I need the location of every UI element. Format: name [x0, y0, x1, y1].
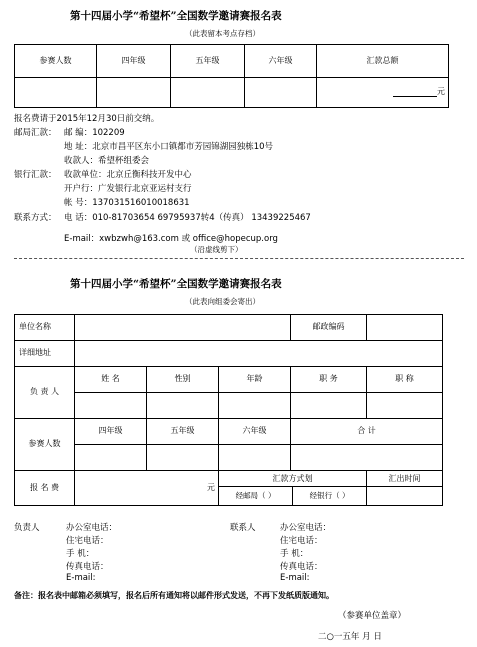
contact-email: E-mail：xwbzwh@163.com 或 office@hopecup.org — [64, 234, 278, 244]
form2-table — [14, 314, 443, 506]
form1-title: 第十四届小学“希望杯”全国数学邀请赛报名表 — [70, 10, 282, 22]
remit-method-label: 汇款方式划 — [219, 471, 366, 487]
unit-name-field[interactable] — [75, 315, 291, 341]
address-field[interactable] — [75, 341, 443, 367]
header-grade4: 四年级 — [97, 45, 171, 78]
leader-email: E-mail: — [66, 573, 96, 583]
postcode-field[interactable] — [367, 315, 443, 341]
leader-name-field[interactable] — [75, 393, 147, 419]
header-total: 合 计 — [291, 419, 443, 445]
contact-office-phone: 办公室电话： — [280, 523, 332, 533]
header-grade5: 五年级 — [171, 45, 245, 78]
unit-name-label: 单位名称 — [15, 315, 75, 341]
leader-position-field[interactable] — [291, 393, 367, 419]
cut-line-label: （沿虚线剪下） — [190, 245, 243, 254]
remit-time-cell — [367, 471, 443, 506]
participants-cell[interactable] — [15, 78, 97, 108]
leader-mobile: 手 机： — [66, 549, 95, 559]
remit-time-field[interactable] — [367, 487, 442, 505]
header-position: 职 务 — [291, 367, 367, 393]
header-name: 姓 名 — [75, 367, 147, 393]
contact-label: 联系方式： — [14, 213, 57, 223]
amount-unit: 元 — [437, 87, 445, 97]
bank-payee: 收款单位：北京丘衡科技开发中心 — [64, 170, 192, 180]
post-remit-prefix: 经 — [235, 491, 244, 500]
bank-branch: 开户行：广发银行北京亚运村支行 — [64, 184, 192, 194]
leader-office-phone: 办公室电话： — [66, 523, 118, 533]
postal-address: 地 址：北京市昌平区东小口镇都市芳园锦湖园独栋10号 — [64, 142, 274, 152]
total-amount-cell[interactable] — [317, 78, 449, 108]
postal-postcode: 邮 编：102209 — [64, 128, 125, 138]
contact-home-phone: 住宅电话： — [280, 536, 323, 546]
participants-label: 参赛人数 — [15, 419, 75, 471]
leader-age-field[interactable] — [219, 393, 291, 419]
post-remit-label: 邮局（ ） — [243, 491, 276, 500]
grade6-count-field[interactable] — [219, 445, 291, 471]
grade4-cell[interactable] — [97, 78, 171, 108]
contact-phone: 电 话：010-81703654 69795937转4（传真） 13439225467 — [64, 213, 311, 223]
remit-time-label: 汇出时间 — [367, 471, 442, 487]
contact-fax: 传真电话： — [280, 562, 323, 572]
bank-account: 帐 号：137031516010018631 — [64, 198, 190, 208]
form1-subtitle: （此表留本考点存档） — [185, 29, 260, 38]
contact-email: E-mail: — [280, 573, 310, 583]
header-gender: 性别 — [147, 367, 219, 393]
form1-table — [14, 44, 449, 108]
grade5-cell[interactable] — [171, 78, 245, 108]
leader-title-field[interactable] — [367, 393, 443, 419]
header-participants: 参赛人数 — [15, 45, 97, 78]
cut-line — [14, 258, 464, 259]
header-grade6: 六年级 — [219, 419, 291, 445]
grade4-count-field[interactable] — [75, 445, 147, 471]
header-grade4: 四年级 — [75, 419, 147, 445]
total-count-field[interactable] — [291, 445, 443, 471]
bank-label: 银行汇款： — [14, 170, 57, 180]
post-remit-option[interactable] — [219, 487, 293, 505]
postal-label: 邮局汇款： — [14, 128, 57, 138]
form2-subtitle: （此表向组委会寄出） — [185, 297, 260, 306]
footer-note: 备注：报名表中邮箱必须填写，报名后所有通知将以邮件形式发送，不再下发纸质版通知。 — [14, 591, 334, 600]
bank-remit-option[interactable] — [293, 487, 366, 505]
amount-blank[interactable] — [393, 88, 437, 97]
contact-person-label: 联系人 — [230, 523, 256, 533]
leader-label: 负 责 人 — [15, 367, 75, 419]
contact-mobile: 手 机： — [280, 549, 309, 559]
header-age: 年龄 — [219, 367, 291, 393]
leader-home-phone: 住宅电话： — [66, 536, 109, 546]
fee-label: 报 名 费 — [15, 471, 75, 506]
deadline-text: 报名费请于2015年12月30日前交纳。 — [14, 114, 160, 124]
header-grade5: 五年级 — [147, 419, 219, 445]
bank-remit-label: 银行（ ） — [317, 491, 350, 500]
leader-fax: 传真电话： — [66, 562, 109, 572]
date-text: 二○一五年 月 日 — [318, 632, 382, 642]
form2-title: 第十四届小学“希望杯”全国数学邀请赛报名表 — [70, 278, 282, 290]
bank-remit-prefix: 经 — [309, 491, 318, 500]
grade6-cell[interactable] — [245, 78, 317, 108]
remit-method-cell — [219, 471, 367, 506]
leader-gender-field[interactable] — [147, 393, 219, 419]
leader-contact-label: 负责人 — [14, 523, 40, 533]
fee-field[interactable] — [75, 471, 219, 506]
fee-unit: 元 — [207, 482, 215, 492]
header-grade6: 六年级 — [245, 45, 317, 78]
header-title-rank: 职 称 — [367, 367, 443, 393]
postcode-label: 邮政编码 — [291, 315, 367, 341]
grade5-count-field[interactable] — [147, 445, 219, 471]
address-label: 详细地址 — [15, 341, 75, 367]
seal-text: （参赛单位盖章） — [338, 611, 407, 621]
header-total-amount: 汇款总额 — [317, 45, 449, 78]
postal-receiver: 收款人：希望杯组委会 — [64, 156, 150, 166]
